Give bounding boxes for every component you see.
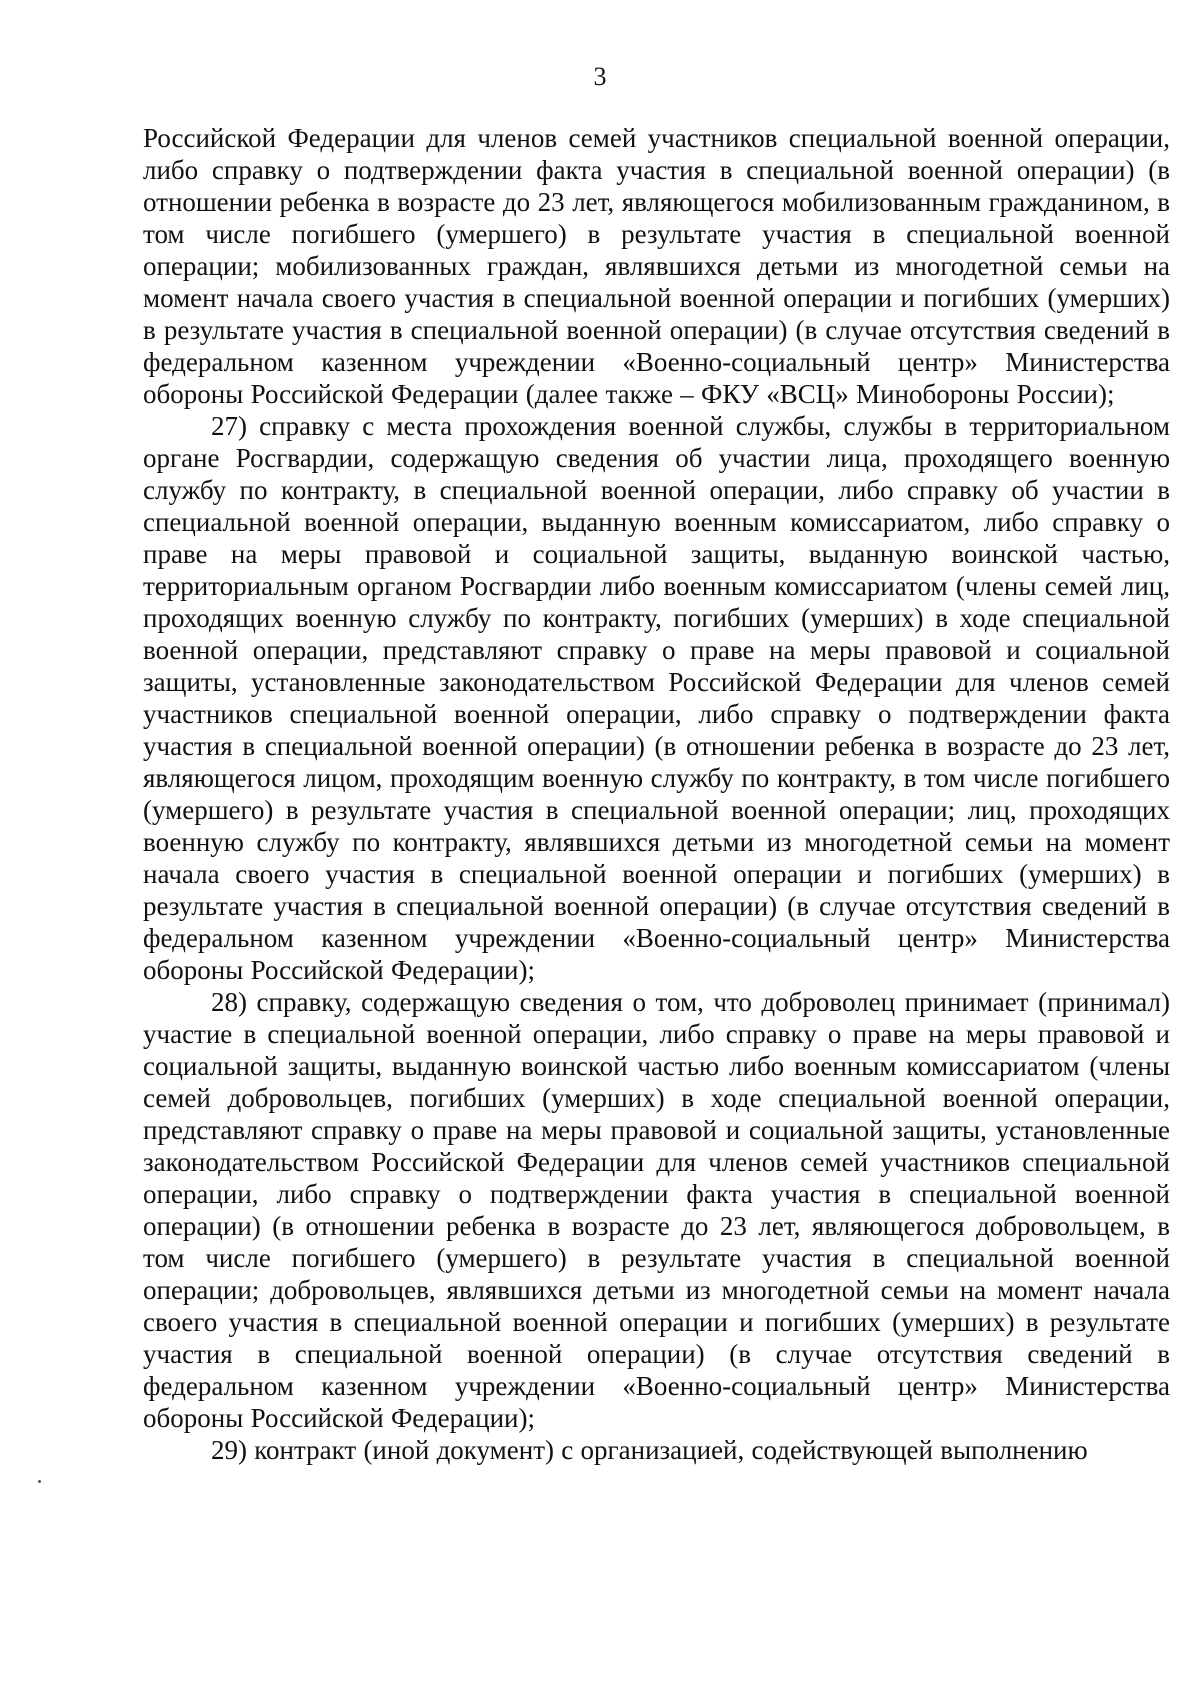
paragraph-item-27: 27) справку с места прохождения военной службы, службы в территориальном органе Росгвардии, содержащую сведения об участии лица, проходящего военную службу по контракту, в специальной военной операции, либо справку об участии в специальной военной операции, выданную военным комиссариатом, либо справку о праве на меры правовой и социальной защиты, выданную воинской частью, территориальным органом Росгвардии либо военным комиссариатом (члены семей лиц, проходящих военную службу по контракту, погибших (умерших) в ходе специальной военной операции, представляют справку о праве на меры правовой и социальной защиты, установленные законодательством Российской Федерации для членов семей участников специальной военной операции, либо справку о подтверждении факта участия в специальной военной операции) (в отношении ребенка в возрасте до 23 лет, являющегося лицом, проходящим военную службу по контракту, в том числе погибшего (умершего) в результате участия в специальной военной операции; лиц, проходящих военную службу по контракту, являвшихся детьми из многодетной семьи на момент начала своего участия в специальной военной операции и погибших (умерших) в результате участия в специальной военной операции) (в случае отсутствия сведений в федеральном казенном учреждении «Военно-социальный центр» Министерства обороны Российской Федерации); [143,411,1170,985]
paragraph-continuation: Российской Федерации для членов семей участников специальной военной операции, либо справку о подтверждении факта участия в специальной военной операции) (в отношении ребенка в возрасте до 23 лет, являющегося мобилизованным гражданином, в том числе погибшего (умершего) в результате участия в специальной военной операции; мобилизованных граждан, являвшихся детьми из многодетной семьи на момент начала своего участия в специальной военной операции и погибших (умерших) в результате участия в специальной военной операции) (в случае отсутствия сведений в федеральном казенном учреждении «Военно-социальный центр» Министерства обороны Российской Федерации (далее также – ФКУ «ВСЦ» Минобороны России); [143,123,1170,409]
scan-speck [38,1480,41,1483]
document-body [143,122,1170,1466]
page-number: 3 [593,62,607,91]
paragraph-item-28: 28) справку, содержащую сведения о том, что доброволец принимает (принимал) участие в специальной военной операции, либо справку о праве на меры правовой и социальной защиты, выданную воинской частью либо военным комиссариатом (члены семей добровольцев, погибших (умерших) в ходе специальной военной операции, представляют справку о праве на меры правовой и социальной защиты, установленные законодательством Российской Федерации для членов семей участников специальной операции, либо справку о подтверждении факта участия в специальной военной операции) (в отношении ребенка в возрасте до 23 лет, являющегося добровольцем, в том числе погибшего (умершего) в результате участия в специальной военной операции; добровольцев, являвшихся детьми из многодетной семьи на момент начала своего участия в специальной военной операции и погибших (умерших) в результате участия в специальной военной операции) (в случае отсутствия сведений в федеральном казенном учреждении «Военно-социальный центр» Министерства обороны Российской Федерации); [143,987,1170,1433]
paragraph-item-29: 29) контракт (иной документ) с организацией, содействующей выполнению [211,1435,1088,1465]
